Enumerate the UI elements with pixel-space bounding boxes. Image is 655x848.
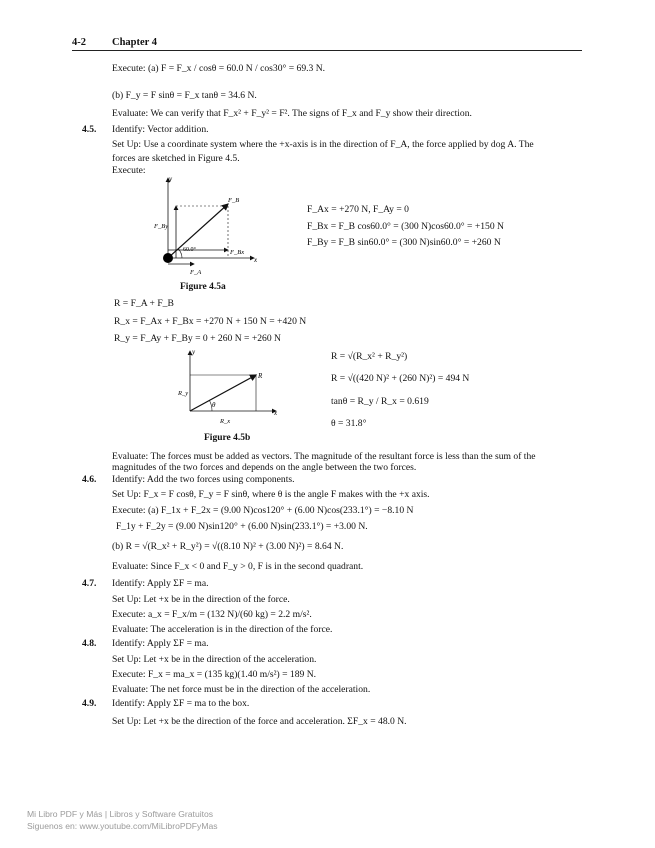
eq-theta: θ = 31.8° (331, 418, 367, 429)
eq-ry: R_y = F_Ay + F_By = 0 + 260 N = +260 N (114, 333, 281, 344)
evaluate-4-6: Evaluate: Since F_x < 0 and F_y > 0, F is in the second quadrant. (112, 561, 364, 572)
evaluate-4-7: Evaluate: The acceleration is in the direction of the force. (112, 624, 333, 635)
execute-4-7: Execute: a_x = F_x/m = (132 N)/(60 kg) = 2.2 m/s². (112, 609, 312, 620)
fig-b-theta-label: θ (212, 401, 216, 409)
fig-a-fa-label: F_A (190, 269, 202, 276)
eq-fby: F_By = F_B sin60.0° = (300 N)sin60.0° = +260 N (307, 237, 501, 248)
footer-line-1: Mi Libro PDF y Más | Libros y Software Gratuitos (27, 809, 214, 819)
fig-b-rx-label: R_x (220, 418, 231, 425)
footer-line-2: Siguenos en: www.youtube.com/MiLibroPDFyMas (27, 821, 218, 831)
setup-4-6: Set Up: F_x = F cosθ, F_y = F sinθ, where θ is the angle F makes with the +x axis. (112, 489, 430, 500)
identify-4-8: Identify: Apply ΣF = ma. (112, 638, 209, 649)
figure-4-5b-caption: Figure 4.5b (204, 433, 251, 443)
setup-4-5: Set Up: Use a coordinate system where the +x-axis is in the direction of F_A, the force applied by dog A. The (112, 139, 534, 150)
execute-4-6-a: Execute: (a) F_1x + F_2x = (9.00 N)cos120° + (6.00 N)cos(233.1°) = −8.10 N (112, 505, 414, 516)
problem-4-9-number: 4.9. (82, 698, 97, 709)
fig-a-origin-dot (163, 253, 173, 263)
fig-a-fbx-label: F_Bx (230, 249, 245, 256)
figure-4-5b (172, 347, 282, 427)
fig-a-y-label: y (169, 175, 173, 183)
figure-4-5a (150, 172, 260, 282)
header-rule (72, 50, 582, 51)
fig-a-fb-label: F_B (228, 197, 240, 204)
execute-4-5: Execute: (112, 165, 146, 176)
fig-a-x-label: x (254, 256, 258, 264)
fig-a-fby-label: F_By (154, 223, 169, 230)
fig-b-x-label: x (274, 409, 278, 417)
setup-4-9: Set Up: Let +x be the direction of the force and acceleration. ΣF_x = 48.0 N. (112, 716, 407, 727)
eq-rx: R_x = F_Ax + F_Bx = +270 N + 150 N = +420 N (114, 316, 307, 327)
eq-tan-theta: tanθ = R_y / R_x = 0.619 (331, 396, 429, 407)
execute-4-6-b: (b) R = √(R_x² + R_y²) = √((8.10 N)² + (3.00 N)²) = 8.64 N. (112, 541, 344, 552)
eq-fbx: F_Bx = F_B cos60.0° = (300 N)cos60.0° = +150 N (307, 221, 504, 232)
figure-4-5a-caption: Figure 4.5a (180, 282, 226, 292)
problem-4-8-number: 4.8. (82, 638, 97, 649)
fig-a-angle-label: 60.0° (183, 247, 196, 253)
eq-r-vector: R = F_A + F_B (114, 298, 174, 309)
problem-4-6-number: 4.6. (82, 474, 97, 485)
fig-b-r-label: R (258, 372, 263, 380)
identify-4-5: Identify: Vector addition. (112, 124, 209, 135)
execute-4-6-a-y: F_1y + F_2y = (9.00 N)sin120° + (6.00 N)sin(233.1°) = +3.00 N. (116, 521, 368, 532)
execute-4-8: Execute: F_x = ma_x = (135 kg)(1.40 m/s²) = 189 N. (112, 669, 317, 680)
fig-b-y-label: y (192, 348, 196, 356)
setup-4-7: Set Up: Let +x be in the direction of the force. (112, 594, 290, 605)
evaluate-line: Evaluate: We can verify that F_x² + F_y² = F². The signs of F_x and F_y show their direction. (112, 108, 472, 119)
chapter-title: Chapter 4 (112, 37, 158, 48)
setup-4-8: Set Up: Let +x be in the direction of the acceleration. (112, 654, 317, 665)
problem-4-5-number: 4.5. (82, 124, 97, 135)
execute-b-line: (b) F_y = F sinθ = F_x tanθ = 34.6 N. (112, 90, 257, 101)
evaluate-4-5: Evaluate: The forces must be added as vectors. The magnitude of the resultant force is less than the sum of the (112, 451, 536, 462)
eq-fa-components: F_Ax = +270 N, F_Ay = 0 (307, 204, 409, 215)
fig-b-ry-label: R_y (178, 390, 189, 397)
eq-r-magnitude-value: R = √((420 N)² + (260 N)²) = 494 N (331, 373, 470, 384)
identify-4-6: Identify: Add the two forces using components. (112, 474, 295, 485)
page-number: 4-2 (72, 37, 86, 48)
identify-4-7: Identify: Apply ΣF = ma. (112, 578, 209, 589)
execute-a-line: Execute: (a) F = F_x / cosθ = 60.0 N / cos30° = 69.3 N. (112, 63, 326, 74)
evaluate-4-5-cont: magnitudes of the two forces and depends on the angle between the two forces. (112, 462, 417, 473)
evaluate-4-8: Evaluate: The net force must be in the direction of the acceleration. (112, 684, 371, 695)
identify-4-9: Identify: Apply ΣF = ma to the box. (112, 698, 250, 709)
fig-b-r-arrow (190, 375, 256, 411)
setup-4-5-cont: forces are sketched in Figure 4.5. (112, 153, 240, 164)
eq-r-magnitude-formula: R = √(R_x² + R_y²) (331, 351, 408, 362)
problem-4-7-number: 4.7. (82, 578, 97, 589)
